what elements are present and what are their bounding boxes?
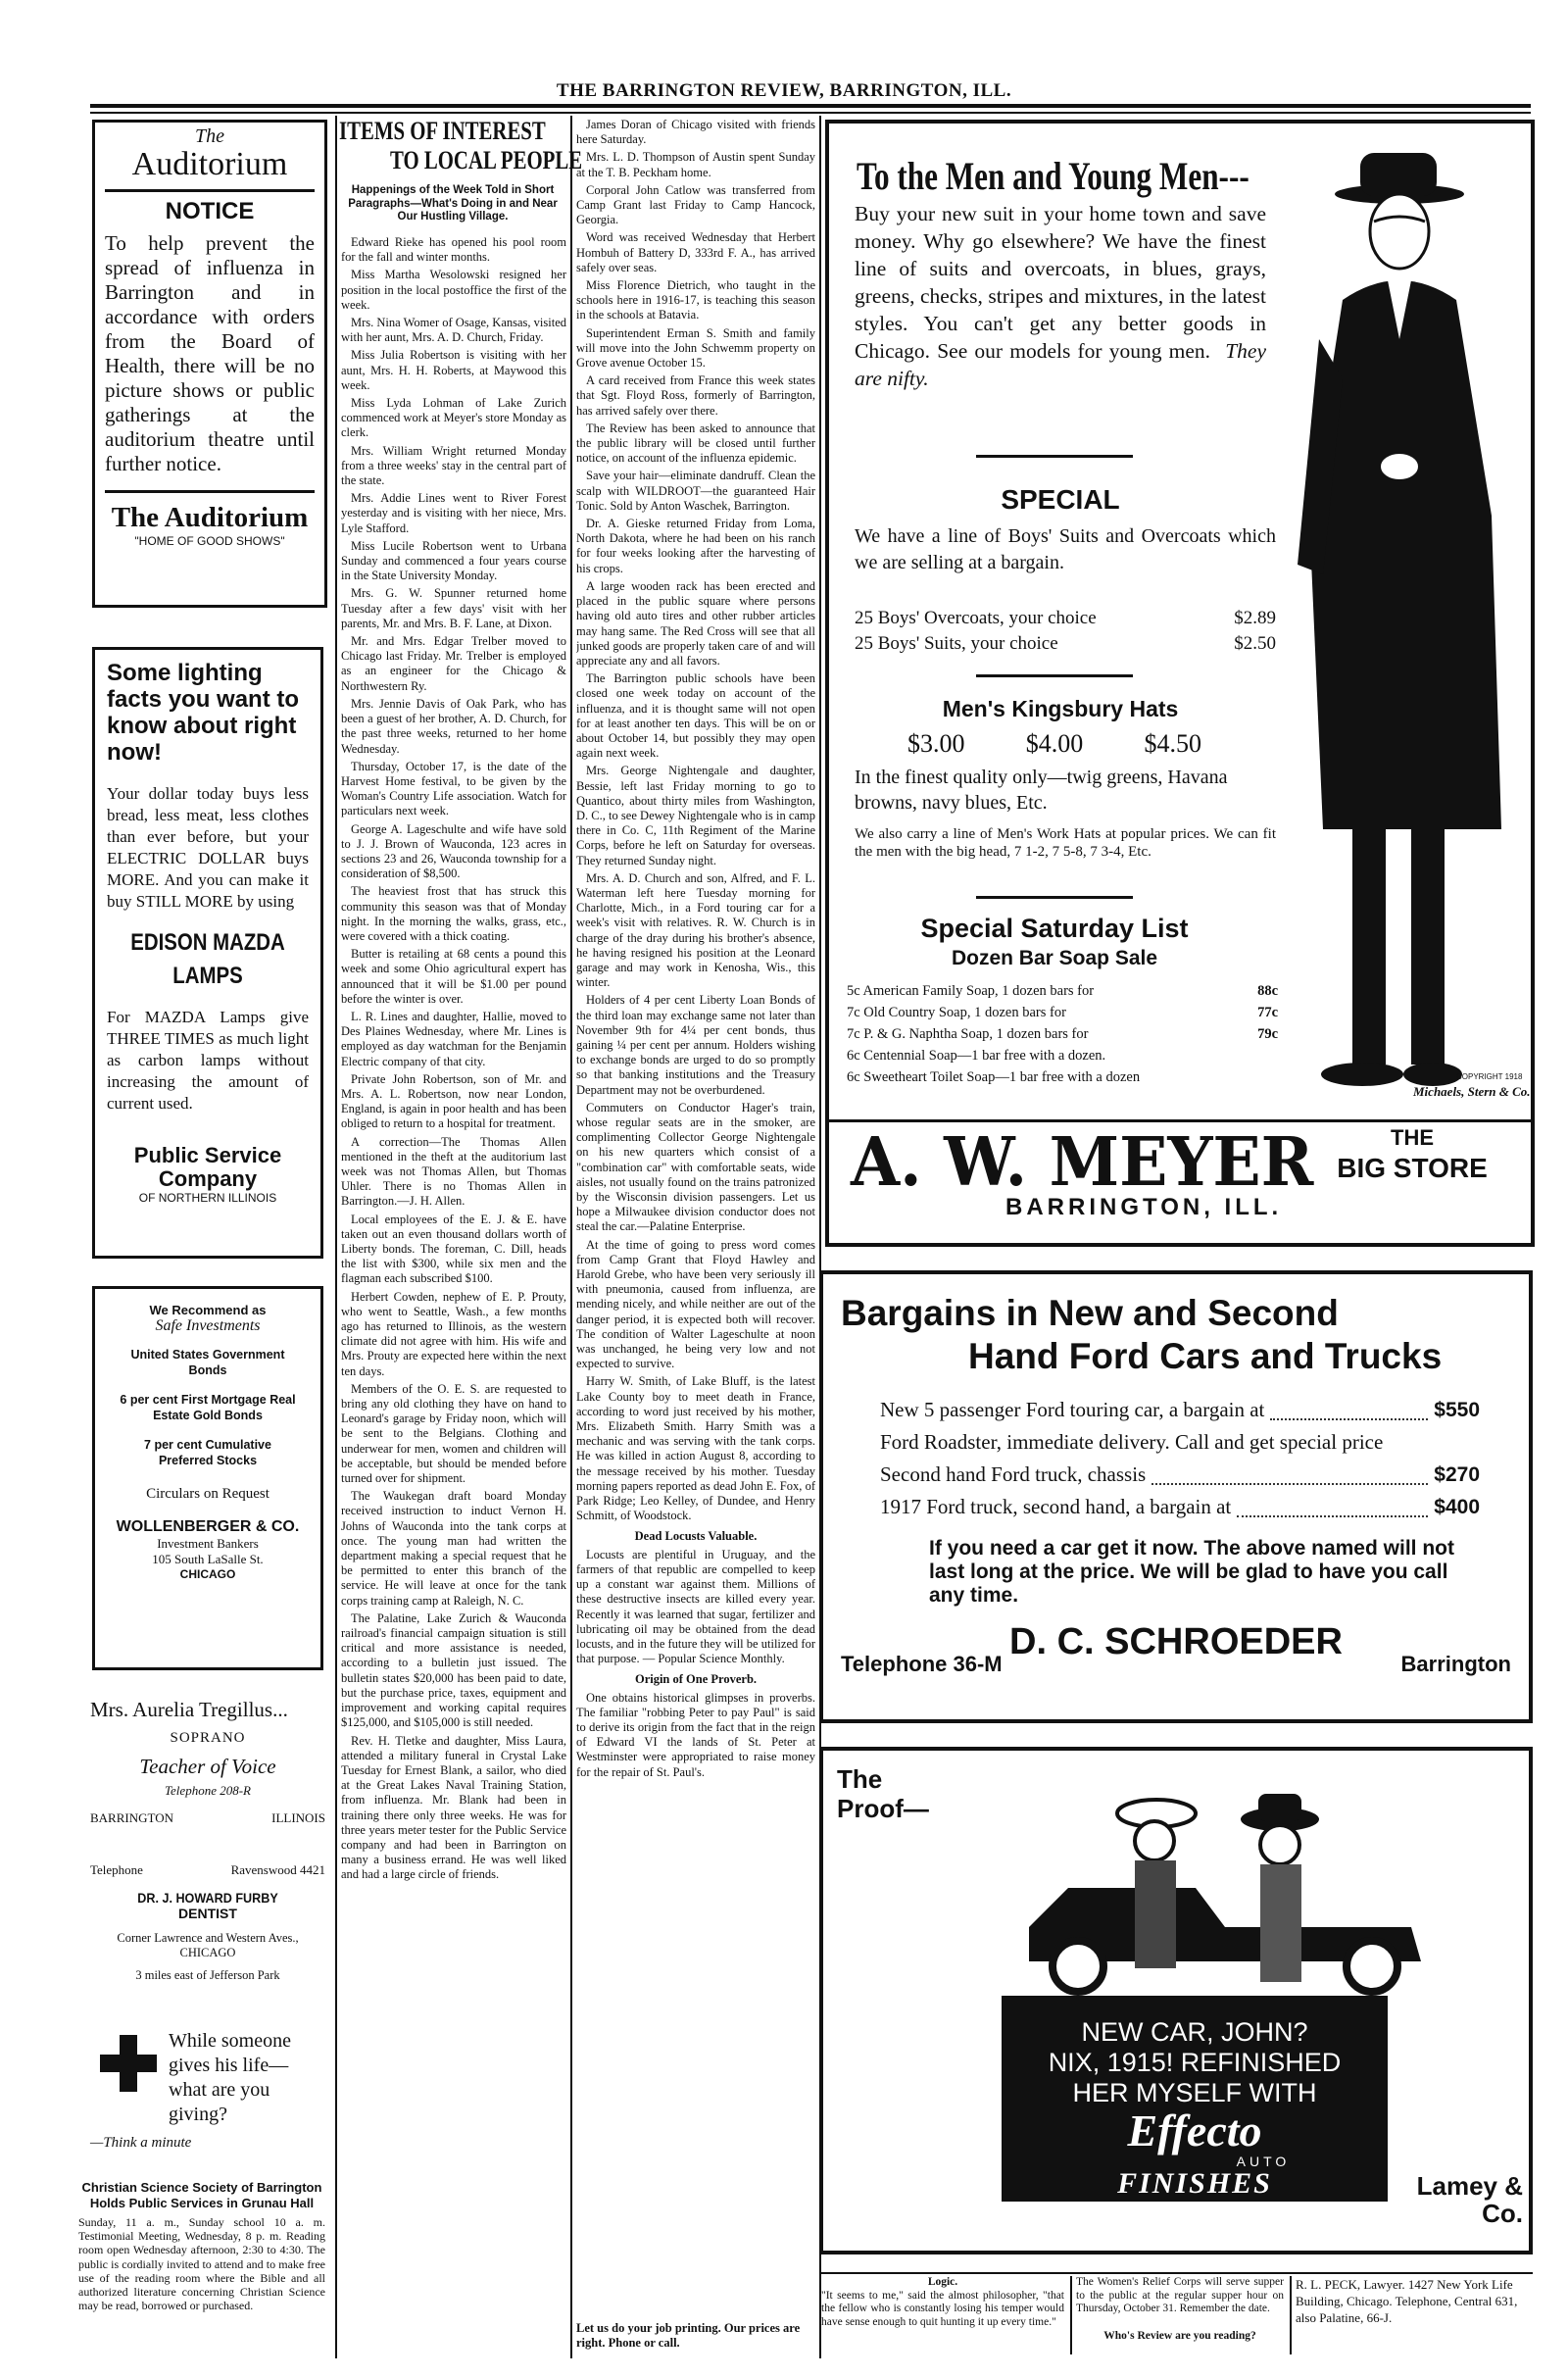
- schroeder-headline-1: Bargains in New and Second: [841, 1293, 1339, 1333]
- furby-telephone: Ravenswood 4421: [230, 1862, 325, 1877]
- schroeder-name: D. C. SCHROEDER: [1009, 1621, 1343, 1662]
- lighting-body-2: For MAZDA Lamps give THREE TIMES as much light as carbon lamps without increasing the amount of current used.: [107, 1008, 309, 1113]
- news-item: The Waukegan draft board Monday received instruction to induct Vernon H. Johns of Wauconda into the tank corps at once. The young man had written the department making a special request that he be permitted to enter this branch of the service. He will leave at once for the tank corps training camp at Raleigh, N. C.: [341, 1489, 566, 1608]
- tregillus-town: BARRINGTON: [90, 1810, 173, 1825]
- divider: [105, 189, 315, 192]
- news-item: Commuters on Conductor Hager's train, whose regular seats are in the smoker, are complimenting Collector George Nightengale on his new quarters which consist of a "combination car" with comfortable seats, wide aisles, not usually found on the trains patronized by the Wisconsin division passengers. Let us hope a Milwaukee division conductor does not steal the car.—Palatine Enterprise.: [576, 1100, 815, 1234]
- items-column: [341, 235, 566, 2343]
- offer-row: [855, 631, 1276, 657]
- hat-price: $4.50: [1144, 729, 1201, 758]
- schroeder-ad: [819, 1270, 1533, 1723]
- soap-row: [847, 1023, 1278, 1045]
- column-rule: [335, 116, 337, 2358]
- news-item: A large wooden rack has been erected and placed in the public square where persons having old auto tires and other rubber articles may hang same. The Red Cross will see that all junked goods are properly taken care of and will appreciate any and all favors.: [576, 578, 815, 668]
- news-item: Mrs. A. D. Church and son, Alfred, and F. L. Waterman left here Tuesday morning for Charlotte, Mich., in a Ford touring car for a week's visit with relatives. R. W. Church is in charge of the dray during his brother's absence, he having resigned his position at the Leonard garage and may work in Kenosha, Wis., this winter.: [576, 870, 815, 990]
- offer-price: $2.50: [1234, 633, 1276, 654]
- offer-price: $2.89: [1234, 608, 1276, 628]
- news-item: A correction—The Thomas Allen mentioned in the theft at the auditorium last week was not Thomas Allen, but Thomas Uhler. There is no Thomas Allen in Barrington.—J. H. Allen.: [341, 1134, 566, 1209]
- effecto-slogan-panel: [1002, 1996, 1388, 2202]
- news-item: Superintendent Erman S. Smith and family will move into the John Schwemm property on Grove avenue October 15.: [576, 325, 815, 371]
- divider: [976, 674, 1133, 677]
- furby-card: [90, 1862, 325, 1983]
- divider: [829, 1119, 1531, 1122]
- news-item: A card received from France this week states that Sgt. Floyd Ross, formerly of Barrington, has arrived safely over there.: [576, 373, 815, 418]
- divider: [976, 455, 1133, 458]
- recommend: We Recommend as: [149, 1303, 267, 1317]
- furby-title: DENTIST: [178, 1906, 237, 1921]
- hats-heading: Men's Kingsbury Hats: [942, 696, 1179, 721]
- news-item: The heaviest frost that has struck this community this season was that of Monday night. In the morning the walks, grass, etc., were covered with a thick coating.: [341, 884, 566, 943]
- relief-body: The Women's Relief Corps will serve supper to the public at the regular supper hour on Thursday, October 31. Remember the date.: [1076, 2276, 1284, 2314]
- soap-price: 88c: [1257, 983, 1278, 999]
- car-row: [880, 1394, 1480, 1426]
- effecto-finishes: FINISHES: [1117, 2167, 1272, 2200]
- effecto-auto: AUTO: [1236, 2154, 1291, 2169]
- column-three: [576, 118, 815, 2176]
- news-item: Word was received Wednesday that Herbert Hombuh of Battery D, 333rd F. A., has arrived safely over seas.: [576, 230, 815, 274]
- news-item: Mrs. G. W. Spunner returned home Tuesday after a few days' visit with her parents, Mr. and Mrs. B. F. Lane, at Dixon.: [341, 586, 566, 630]
- news-item: Mrs. William Wright returned Monday from a three weeks' stay in the central part of the state.: [341, 443, 566, 488]
- car-row: [880, 1459, 1480, 1491]
- notice-heading: NOTICE: [165, 198, 255, 224]
- cs-heading: Christian Science Society of Barrington Holds Public Services in Grunau Hall: [81, 2180, 322, 2210]
- news-item: Thursday, October 17, is the date of the Harvest Home festival, to be given by the Woman's Country Life association. Watch for particulars next week.: [341, 759, 566, 818]
- news-item: Rev. H. Tletke and daughter, Miss Laura, attended a military funeral in Crystal Lake Tuesday for Ernest Blank, a sailor, who died at the Great Lakes Naval Training Station, from influenza. Mr. Blank had been in training there only three weeks. He was for three years meter tester for the Public Service company and had been in Barrington on many a business errand. He was well liked and had a large circle of friends.: [341, 1733, 566, 1882]
- offer-row: [855, 606, 1276, 631]
- slogan-line-2: NIX, 1915! REFINISHED: [1048, 2048, 1342, 2077]
- news-item: At the time of going to press word comes from Camp Grant that Floyd Hawley and Harold Grebe, who have been very seriously ill with pneumonia, caused from influenza, are mending nicely, and while neither are out of the danger period, it is expected both will recover. The condition of Walter Lageschulte at noon was unchanged, he being very low and not expected to survive.: [576, 1237, 815, 1371]
- masthead-rule-thin: [90, 112, 1531, 114]
- the-proof-the: The: [837, 1764, 883, 1794]
- firm-address: 105 South LaSalle St.: [152, 1552, 264, 1566]
- meyer-intro: [855, 200, 1266, 392]
- car-label: 1917 Ford truck, second hand, a bargain at: [880, 1495, 1232, 1518]
- news-item: Miss Martha Wesolowski resigned her position in the local postoffice the first of the week.: [341, 268, 566, 312]
- soap-price: 77c: [1257, 1005, 1278, 1020]
- logic-heading: Logic.: [927, 2276, 958, 2288]
- auditorium-ad: [92, 120, 327, 608]
- tregillus-card: [90, 1698, 325, 1826]
- logic-body: "It seems to me," said the almost philosopher, "that the fellow who is constantly losing his temper would have sense enough to quit hunting it up every time.": [821, 2289, 1064, 2328]
- man-in-overcoat-illustration: [1284, 143, 1529, 1104]
- masthead: THE BARRINGTON REVIEW, BARRINGTON, ILL.: [556, 80, 1012, 101]
- hat-prices: [907, 729, 1201, 759]
- proverb-body: One obtains historical glimpses in proverbs. The familiar "robbing Peter to pay Paul" is said to derive its origin from the fact that in the reign of Edward VI the lands of St. Peter at Westminster were appropriated to raise money for the repair of St. Paul's.: [576, 1690, 815, 1779]
- big-store: BIG STORE: [1337, 1153, 1488, 1183]
- bankers-item-2: 6 per cent First Mortgage Real Estate Gold Bonds: [120, 1393, 296, 1422]
- car-label: Second hand Ford truck, chassis: [880, 1462, 1147, 1486]
- soap-label: 7c Old Country Soap, 1 dozen bars for: [847, 1005, 1066, 1020]
- special-heading: SPECIAL: [1001, 484, 1120, 515]
- furby-corner: Corner Lawrence and Western Aves.,: [117, 1931, 299, 1945]
- news-item: Mrs. L. D. Thompson of Austin spent Sunday at the T. B. Peckham home.: [576, 150, 815, 179]
- edison-mazda-lamps: EDISON MAZDA LAMPS: [130, 929, 285, 989]
- news-item: Miss Julia Robertson is visiting with her aunt, Mrs. H. H. Roberts, at Maywood this week.: [341, 348, 566, 392]
- circulars: Circulars on Request: [146, 1486, 270, 1502]
- meyer-headline: To the Men and Young Men---: [857, 154, 1250, 198]
- news-item: Save your hair—eliminate dandruff. Clean the scalp with WILDROOT—the guaranteed Hair Tonic. Sold by Anton Waschek, Barrington.: [576, 469, 815, 513]
- lighting-body: Your dollar today buys less bread, less meat, less clothes than ever before, but your ELECTRIC DOLLAR buys MORE. And you can make it buy STILL MORE by using: [107, 784, 309, 911]
- work-hats: We also carry a line of Men's Work Hats at popular prices. We can fit the men with the big head, 7 1-2, 7 5-8, 7 3-4, Etc.: [855, 826, 1276, 860]
- safe-investments: Safe Investments: [155, 1317, 261, 1334]
- effecto-brand: Effecto: [1127, 2106, 1262, 2155]
- soap-list: [847, 980, 1278, 1088]
- firm-name: WOLLENBERGER & CO.: [116, 1518, 300, 1535]
- offer-label: 25 Boys' Overcoats, your choice: [855, 608, 1097, 628]
- lighting-headline: Some lighting facts you want to know about right now!: [107, 660, 300, 766]
- tregillus-state: ILLINOIS: [271, 1810, 325, 1825]
- schroeder-town: Barrington: [1400, 1652, 1511, 1676]
- bottom-rule: [819, 2272, 1533, 2274]
- furby-miles: 3 miles east of Jefferson Park: [135, 1968, 280, 1982]
- red-cross-text: While someone gives his life—what are you giving?: [169, 2030, 291, 2125]
- copyright: COPYRIGHT 1918: [1456, 1072, 1523, 1081]
- soap-label: 7c P. & G. Naphtha Soap, 1 dozen bars for: [847, 1026, 1089, 1042]
- soap-row: 6c Sweetheart Toilet Soap—1 bar free with a dozen: [847, 1069, 1141, 1085]
- tregillus-name: Mrs. Aurelia Tregillus...: [90, 1698, 288, 1721]
- job-printing: Let us do your job printing. Our prices are right. Phone or call.: [576, 2321, 801, 2350]
- items-heading-2: TO LOCAL PEOPLE: [390, 146, 583, 174]
- wollenberger-ad: [92, 1286, 323, 1670]
- news-item: Mr. and Mrs. Edgar Trelber moved to Chicago last Friday. Mr. Trelber is employed as an engineer for the Chicago & Northwestern Ry.: [341, 634, 566, 693]
- furby-city: CHICAGO: [179, 1946, 236, 1959]
- car-row: [880, 1491, 1480, 1523]
- the-big: THE: [1391, 1125, 1434, 1150]
- car-price: $550: [1434, 1399, 1480, 1421]
- news-item: Harry W. Smith, of Lake Bluff, is the latest Lake County boy to meet death in France, according to word just received by his mother, Mrs. Elizabeth Smith. Harry Smith was a mechanic and was serving with the tank corps. He was killed in action August 8, according to the message received by his mother. Tuesday morning papers reported as dead John E. Fox, of Park Ridge; Leo Kelley, of Dundee, and Henry Schmitt, of Woodstock.: [576, 1374, 815, 1523]
- meyer-city: BARRINGTON, ILL.: [1005, 1194, 1283, 1220]
- firm-sub: Investment Bankers: [157, 1536, 259, 1551]
- tregillus-teacher: Teacher of Voice: [139, 1755, 276, 1778]
- column-rule: [570, 116, 572, 2358]
- divider: [976, 896, 1133, 899]
- news-item: James Doran of Chicago visited with friends here Saturday.: [576, 118, 815, 147]
- furby-telephone-label: Telephone: [90, 1862, 143, 1877]
- news-item: Members of the O. E. S. are requested to bring any old clothing they have on hand to Leonard's garage by Friday noon, which will be sent to the Belgians. Clothing and underwear for men, women and children will be acceptable, but should be mended before turned over for shipment.: [341, 1381, 566, 1486]
- the-proof: Proof—: [837, 1794, 929, 1823]
- items-subheading: Happenings of the Week Told in Short Paragraphs—What's Doing in and Near Our Hustling Village.: [348, 184, 558, 223]
- slogan-line-3: HER MYSELF WITH: [1072, 2078, 1317, 2107]
- slogan-line-1: NEW CAR, JOHN?: [1081, 2017, 1308, 2047]
- news-item: The Barrington public schools have been closed one week today on account of the influenza, and it is thought same will not open for at least another ten days. This will be on or about October 14, but possibly they may open again next week.: [576, 671, 815, 761]
- hats-body: In the finest quality only—twig greens, Havana browns, navy blues, Etc.: [855, 767, 1228, 814]
- firm-city: CHICAGO: [179, 1567, 236, 1581]
- red-cross-ad: [90, 2029, 325, 2156]
- news-item: L. R. Lines and daughter, Hallie, moved to Des Plaines Wednesday, where Mr. Lines is employed as day watchman for the Benjamin Electric company of that city.: [341, 1009, 566, 1068]
- masthead-rule: [90, 104, 1531, 108]
- news-item: George A. Lageschulte and wife have sold to J. J. Brown of Wauconda, 123 acres in sections 23 and 26, Wauconda township for a consideration of $8,500.: [341, 821, 566, 881]
- peck-card: R. L. PECK, Lawyer. 1427 New York Life Building, Chicago. Telephone, Central 631, also Palatine, 66-J.: [1296, 2277, 1518, 2325]
- news-item: Dr. A. Gieske returned Friday from Loma, North Dakota, where he had been on his ranch for four weeks looking after the harvesting of his crops.: [576, 517, 815, 575]
- meyer-ad: [825, 120, 1535, 1247]
- news-item: The Review has been asked to announce that the public library will be closed until further notice, on account of the influenza epidemic.: [576, 421, 815, 466]
- locusts-heading: Dead Locusts Valuable.: [634, 1529, 758, 1544]
- special-body: We have a line of Boys' Suits and Overcoats which we are selling at a bargain.: [855, 525, 1276, 573]
- proverb-heading: Origin of One Proverb.: [634, 1672, 758, 1687]
- news-item: Butter is retailing at 68 cents a pound this week and some Ohio agricultural expert has announced that it will be $1.00 per pound before the winter is over.: [341, 947, 566, 1006]
- news-item: Mrs. Addie Lines went to River Forest yesterday and is visiting with her niece, Mrs. Lyle Stafford.: [341, 491, 566, 535]
- lighting-ad: [92, 647, 323, 1259]
- think-a-minute: —Think a minute: [90, 2135, 192, 2151]
- news-item: Private John Robertson, son of Mr. and Mrs. A. L. Robertson, now near London, England, is again in poor health and has been obliged to return to a hospital for treatment.: [341, 1071, 566, 1131]
- offer-label: 25 Boys' Suits, your choice: [855, 633, 1058, 654]
- bankers-item-3: 7 per cent Cumulative Preferred Stocks: [144, 1438, 271, 1467]
- notice-body: To help prevent the spread of influenza in Barrington and in accordance with orders from the Board of Health, there will be no picture shows or public gatherings at the auditorium theatre until further notice.: [105, 231, 315, 475]
- furby-name: DR. J. HOWARD FURBY: [137, 1890, 278, 1906]
- auditorium-the: The: [195, 125, 224, 147]
- lamey-co: Lamey & Co.: [1416, 2171, 1523, 2228]
- company-subtitle: OF NORTHERN ILLINOIS: [138, 1191, 277, 1205]
- soap-label: 5c American Family Soap, 1 dozen bars for: [847, 983, 1095, 999]
- logic-item: [821, 2276, 1064, 2329]
- car-and-men-illustration: [1000, 1780, 1450, 1996]
- who-review: Who's Review are you reading?: [1103, 2329, 1256, 2342]
- soap-price: 79c: [1257, 1026, 1278, 1042]
- schroeder-pitch: If you need a car get it now. The above named will not last long at the price. We will be glad to have you call any time.: [929, 1537, 1454, 1607]
- news-item: Herbert Cowden, nephew of E. P. Prouty, who went to Seattle, Wash., a few months ago has returned to Illinois, as the western climate did not agree with him. His wife and Mrs. Prouty are expected here within the next ten days.: [341, 1289, 566, 1378]
- intro-text: Buy your new suit in your home town and save money. Why go elsewhere? We have the finest line of suits and overcoats, in blues, grays, greens, checks, stripes and mixtures, in the latest styles. You can't get any better goods in Chicago. See our models for young men.: [855, 202, 1266, 363]
- schroeder-phone: Telephone 36-M: [841, 1652, 1003, 1676]
- news-item: Edward Rieke has opened his pool room for the fall and winter months.: [341, 235, 566, 265]
- news-item: Miss Lucile Robertson went to Urbana Sunday and commenced a four years course in the State University Monday.: [341, 538, 566, 583]
- auditorium-slogan: "HOME OF GOOD SHOWS": [134, 534, 285, 548]
- car-price: $270: [1434, 1463, 1480, 1486]
- they-are-nifty: They are nifty.: [855, 339, 1267, 390]
- tregillus-role: SOPRANO: [170, 1730, 246, 1746]
- car-list: [880, 1394, 1480, 1523]
- christian-science: [78, 2180, 325, 2312]
- bankers-item-1: United States Government Bonds: [130, 1348, 285, 1377]
- divider: [105, 490, 315, 493]
- news-item: Local employees of the E. J. & E. have taken out an even thousand dollars worth of Liberty bonds. The foreman, C. Dill, heads the list with $300, while six men and the flagman each subscribed $100.: [341, 1212, 566, 1286]
- soap-row: [847, 1002, 1278, 1023]
- cs-body: Sunday, 11 a. m., Sunday school 10 a. m. Testimonial Meeting, Wednesday, 8 p. m. Reading room open Wednesday afternoon, 2:30 to 4:30. The public is cordially invited to attend and to make free use of the reading room where the Bible and all authorized literature concerning Christian Science may be read, borrowed or purchased.: [78, 2215, 325, 2313]
- news-item: The Palatine, Lake Zurich & Wauconda railroad's financial campaign situation is still critical and more assistance is needed, according to a bulletin just issued. The bulletin states $20,000 has been paid to date, but the purchase price, taxes, equipment and improvement and working capital requires $125,000, and $105,000 is still needed.: [341, 1610, 566, 1730]
- news-item: Mrs. Nina Womer of Osage, Kansas, visited with her aunt, Mrs. A. D. Church, Friday.: [341, 316, 566, 345]
- news-item: Mrs. Jennie Davis of Oak Park, who has been a guest of her brother, A. D. Church, for the past three weeks, returned to her home Wednesday.: [341, 696, 566, 756]
- auditorium-footer-name: The Auditorium: [111, 502, 309, 533]
- locusts-body: Locusts are plentiful in Uruguay, and the farmers of that republic are compelled to keep up a constant war against them. Millions of these destructive insects are killed every year. Recently it was learned that sugar, fertilizer and lubricating oil may be obtained from the dead locusts, and in the future they will be utilized for that purpose. — Popular Science Monthly.: [576, 1547, 815, 1666]
- effecto-ad: [819, 1747, 1533, 2254]
- news-item: Corporal John Catlow was transferred from Camp Grant last Friday to Camp Hancock, Georgia.: [576, 182, 815, 227]
- bottom-divider: [1290, 2276, 1292, 2354]
- car-label: New 5 passenger Ford touring car, a bargain at: [880, 1398, 1265, 1421]
- news-item: Miss Lyda Lohman of Lake Zurich commenced work at Meyer's store Monday as clerk.: [341, 396, 566, 440]
- store-name: A. W. MEYER: [851, 1123, 1314, 1202]
- saturday-heading: Special Saturday List: [920, 914, 1189, 943]
- news-item: Miss Florence Dietrich, who taught in the schools here in 1916-17, is teaching this season in the schools at Batavia.: [576, 278, 815, 322]
- public-service-company: Public Service Company: [133, 1143, 282, 1191]
- news-item: Mrs. George Nightengale and daughter, Bessie, left last Friday morning to go to Quantico, about thirty miles from Washington, D. C., to see Dewey Nightengale who is in camp there in Co. C, 11th Regiment of the Marine Corps, before he left on Saturday for overseas. They returned Sunday night.: [576, 764, 815, 867]
- hat-price: $3.00: [907, 729, 965, 758]
- boys-offers: [855, 606, 1276, 657]
- auditorium-name: Auditorium: [131, 146, 288, 182]
- soap-row: [847, 980, 1278, 1002]
- items-heading-1: ITEMS OF INTEREST: [339, 117, 546, 145]
- tregillus-phone: Telephone 208-R: [165, 1783, 251, 1798]
- news-item: Holders of 4 per cent Liberty Loan Bonds of the third loan may exchange same not later than November 9th for 4¼ per cent bonds, thus gaining ¼ per cent per annum. Holders wishing to exchange bonds are urged to do so promptly so that banking institutions and the Treasury Department may not be overburdened.: [576, 993, 815, 1097]
- soap-heading: Dozen Bar Soap Sale: [951, 947, 1158, 969]
- relief-corps: [1076, 2276, 1284, 2343]
- schroeder-headline-2: Hand Ford Cars and Trucks: [968, 1336, 1443, 1376]
- car-price: $400: [1434, 1496, 1480, 1518]
- maker: Michaels, Stern & Co.: [1413, 1084, 1531, 1099]
- car-row: Ford Roadster, immediate delivery. Call and get special price: [880, 1430, 1384, 1454]
- soap-row: 6c Centennial Soap—1 bar free with a dozen.: [847, 1048, 1106, 1064]
- bottom-divider: [1070, 2276, 1072, 2354]
- hat-price: $4.00: [1025, 729, 1084, 758]
- red-cross-icon: [100, 2035, 157, 2092]
